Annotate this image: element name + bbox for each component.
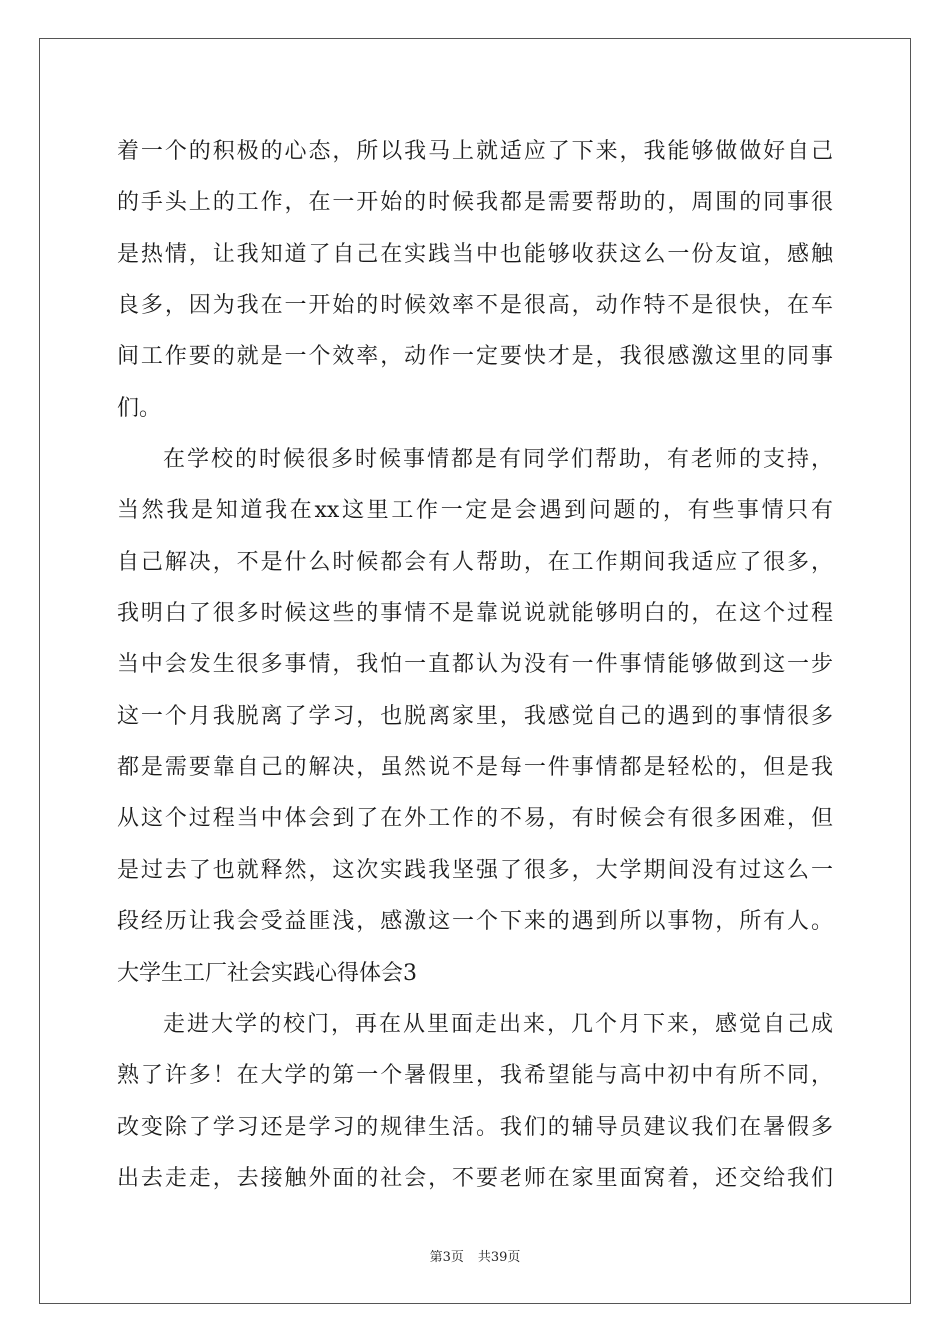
paragraph-start-line: 在学校的时候很多时候事情都是有同学们帮助，有老师的支持， (163, 447, 833, 473)
document-body (117, 126, 833, 1204)
text-line: 是热情，让我知道了自己在实践当中也能够收获这么一份友谊，感触 (117, 241, 833, 267)
text-line: 我明白了很多时候这些的事情不是靠说说就能够明白的，在这个过程 (117, 601, 833, 627)
text-line: 是过去了也就释然，这次实践我坚强了很多，大学期间没有过这么一 (117, 857, 833, 883)
text-line: 们。 (117, 395, 162, 421)
text-line: 都是需要靠自己的解决，虽然说不是每一件事情都是轻松的，但是我 (117, 755, 833, 781)
paragraph-start-line: 走进大学的校门，再在从里面走出来，几个月下来，感觉自己成 (163, 1011, 833, 1037)
text-line: 从这个过程当中体会到了在外工作的不易，有时候会有很多困难，但 (117, 806, 833, 832)
text-line: 改变除了学习还是学习的规律生活。我们的辅导员建议我们在暑假多 (117, 1114, 833, 1140)
text-line: 段经历让我会受益匪浅，感激这一个下来的遇到所以事物，所有人。 (117, 909, 833, 935)
text-line: 的手头上的工作，在一开始的时候我都是需要帮助的，周围的同事很 (117, 190, 833, 216)
section-heading: 大学生工厂社会实践心得体会3 (117, 960, 417, 986)
text-line: 自己解决，不是什么时候都会有人帮助，在工作期间我适应了很多， (117, 549, 833, 575)
text-line: 熟了许多！在大学的第一个暑假里，我希望能与高中初中有所不同， (117, 1063, 833, 1089)
text-line: 当然我是知道我在xx这里工作一定是会遇到问题的，有些事情只有 (117, 498, 833, 524)
page-footer (0, 1246, 950, 1265)
text-line: 着一个的积极的心态，所以我马上就适应了下来，我能够做做好自己 (117, 139, 833, 164)
text-line: 出去走走，去接触外面的社会，不要老师在家里面窝着，还交给我们 (117, 1165, 833, 1191)
text-line: 间工作要的就是一个效率，动作一定要快才是，我很感激这里的同事 (117, 344, 833, 370)
text-line: 这一个月我脱离了学习，也脱离家里，我感觉自己的遇到的事情很多 (117, 703, 833, 729)
page-total: 共39页 (477, 1250, 521, 1265)
page-number: 第3页 (429, 1250, 464, 1265)
text-line: 当中会发生很多事情，我怕一直都认为没有一件事情能够做到这一步 (117, 652, 833, 678)
text-line: 良多，因为我在一开始的时候效率不是很高，动作特不是很快，在车 (117, 293, 833, 319)
